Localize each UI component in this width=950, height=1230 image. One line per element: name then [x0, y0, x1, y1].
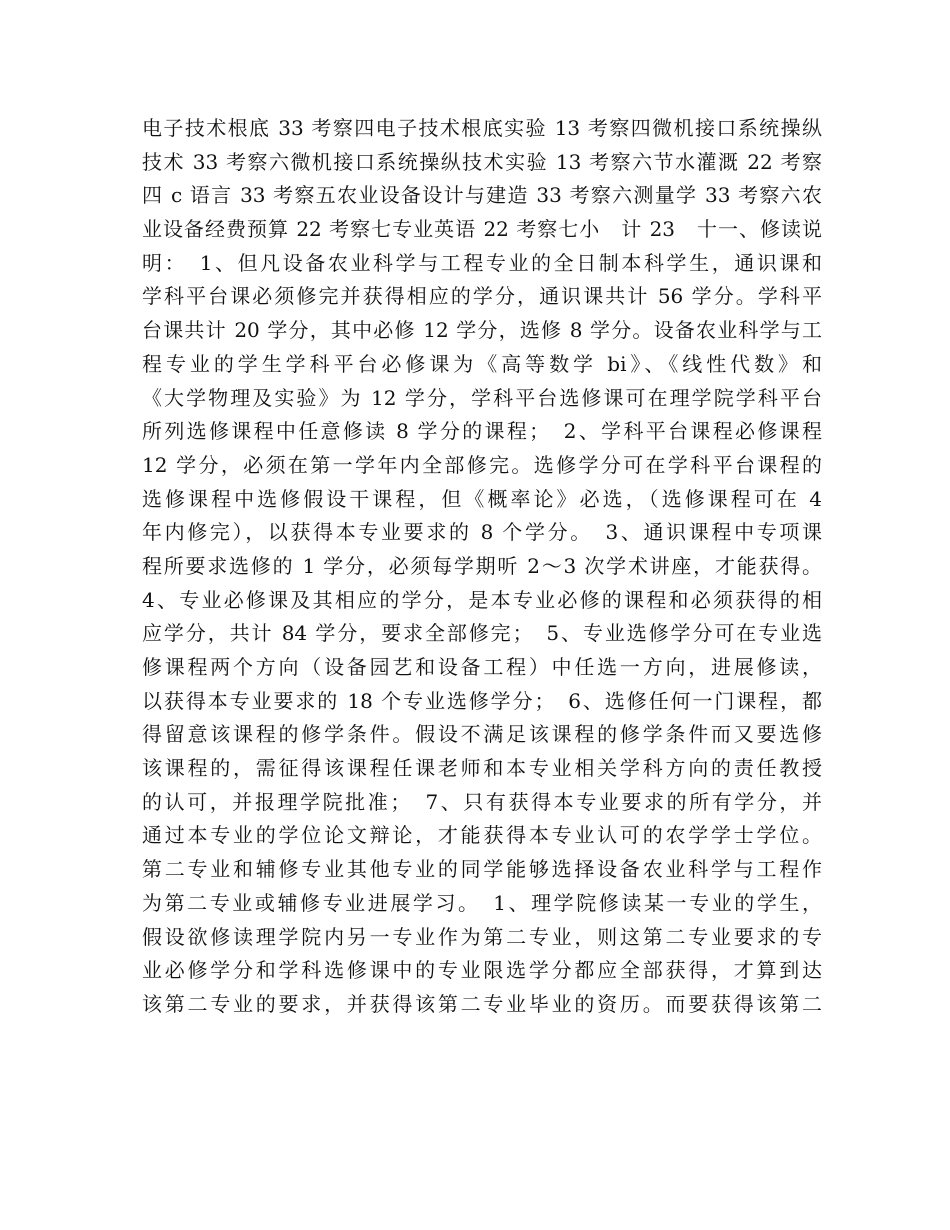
text-line: 电子技术根底 33 考察四电子技术根底实验 13 考察四微机接口系统操纵 — [142, 116, 822, 140]
text-line: 该课程的，需征得该课程任课老师和本专业相关学科方向的责任教授 — [142, 756, 822, 781]
text-line: 台课共计 20 学分，其中必修 12 学分，选修 8 学分。设备农业科学与工 — [142, 318, 822, 343]
text-line: 学科平台课必须修完并获得相应的学分，通识课共计 56 学分。学科平 — [142, 284, 822, 309]
text-line: 程专业的学生学科平台必修课为《高等数学 bi》、《线性代数》和 — [142, 351, 822, 376]
text-line: 该第二专业的要求，并获得该第二专业毕业的资历。而要获得该第二 — [142, 991, 822, 1016]
text-line: 为第二专业或辅修专业进展学习。 1、理学院修读某一专业的学生， — [142, 890, 822, 915]
body-text — [142, 112, 822, 1022]
text-line: 12 学分，必须在第一学年内全部修完。选修学分可在学科平台课程的 — [142, 452, 822, 477]
text-line: 修课程两个方向（设备园艺和设备工程）中任选一方向，进展修读， — [142, 655, 822, 679]
text-line: 技术 33 考察六微机接口系统操纵技术实验 13 考察六节水灌溉 22 考察 — [142, 149, 822, 174]
text-line: 业设备经费预算 22 考察七专业英语 22 考察七小 计 23 十一、修读说 — [142, 217, 822, 242]
text-line: 程所要求选修的 1 学分，必须每学期听 2～3 次学术讲座，才能获得。 — [142, 553, 822, 578]
text-line: 《大学物理及实验》为 12 学分，学科平台选修课可在理学院学科平台 — [142, 385, 822, 410]
text-line: 得留意该课程的修学条件。假设不满足该课程的修学条件而又要选修 — [142, 722, 822, 747]
text-line: 所列选修课程中任意修读 8 学分的课程； 2、学科平台课程必修课程 — [142, 419, 822, 444]
text-line: 假设欲修读理学院内另一专业作为第二专业，则这第二专业要求的专 — [142, 924, 822, 949]
text-line: 4、专业必修课及其相应的学分，是本专业必修的课程和必须获得的相 — [142, 587, 822, 612]
text-line: 应学分，共计 84 学分，要求全部修完； 5、专业选修学分可在专业选 — [142, 621, 822, 646]
text-line: 年内修完），以获得本专业要求的 8 个学分。 3、通识课程中专项课 — [142, 520, 822, 545]
text-line: 第二专业和辅修专业其他专业的同学能够选择设备农业科学与工程作 — [142, 857, 822, 882]
text-line: 选修课程中选修假设干课程，但《概率论》必选，（选修课程可在 4 — [142, 486, 822, 511]
text-line: 业必修学分和学科选修课中的专业限选学分都应全部获得，才算到达 — [142, 958, 822, 983]
text-line: 通过本专业的学位论文辩论，才能获得本专业认可的农学学士学位。 — [142, 823, 822, 848]
text-line: 的认可，并报理学院批准； 7、只有获得本专业要求的所有学分，并 — [142, 789, 822, 814]
text-line: 四 c 语言 33 考察五农业设备设计与建造 33 考察六测量学 33 考察六农 — [142, 183, 822, 208]
text-line: 明： 1、但凡设备农业科学与工程专业的全日制本科学生，通识课和 — [142, 250, 822, 275]
text-line: 以获得本专业要求的 18 个专业选修学分； 6、选修任何一门课程，都 — [142, 688, 822, 713]
